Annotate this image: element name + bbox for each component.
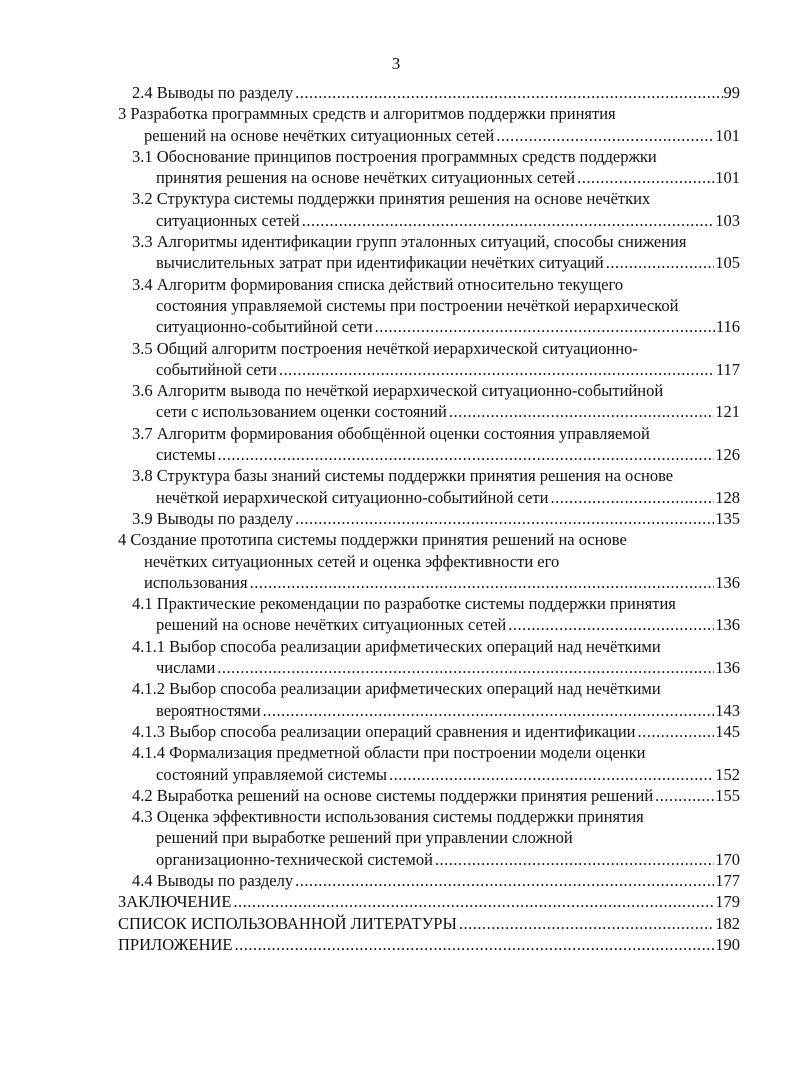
toc-page-number: 99 (723, 83, 740, 102)
dot-leader (389, 764, 714, 785)
toc-entry-title: 3.8 Структура базы знаний системы поддержки принятия решения на основе (132, 466, 674, 486)
toc-page-number: 135 (715, 508, 740, 528)
toc-page-number: 182 (715, 913, 740, 933)
toc-entry[interactable] (118, 231, 740, 274)
dot-leader (435, 849, 714, 870)
toc-entry-title: сети с использованием оценки состояний (156, 402, 447, 422)
toc-page-number: 179 (715, 892, 740, 912)
toc-page-number: 121 (715, 402, 740, 422)
toc-page-number: 116 (715, 317, 740, 337)
toc-entry-title: 3.1 Обоснование принципов построения программных средств поддержки (132, 146, 657, 166)
dot-leader (375, 316, 715, 337)
toc-page-number: 170 (715, 849, 740, 869)
dot-leader (279, 359, 715, 380)
toc-entry-title: числами (156, 658, 216, 678)
toc-entry-title: 3.2 Структура системы поддержки принятия решения на основе нечётких (132, 189, 651, 209)
toc-entry-title: 3.5 Общий алгоритм построения нечёткой иерархической ситуационно- (132, 338, 638, 358)
toc-page-number: 128 (715, 487, 740, 507)
toc-page-number: 190 (715, 934, 740, 954)
toc-entry-title: вероятностями (156, 700, 261, 720)
toc-entry-title: 4.1.2 Выбор способа реализации арифметических операций над нечёткими (132, 679, 661, 699)
toc-entry-title: использования (144, 572, 248, 592)
dot-leader (250, 572, 715, 593)
dot-leader (263, 700, 715, 721)
toc-page-number: 136 (715, 572, 740, 592)
dot-leader (508, 614, 714, 635)
toc-page-number: 145 (715, 721, 740, 741)
toc-entry-title: 4.4 Выводы по разделу (132, 870, 294, 890)
toc-page-number: 152 (715, 764, 740, 784)
dot-leader (655, 785, 714, 806)
toc-entry-title: 4.1.4 Формализация предметной области при построении модели оценки (132, 743, 646, 763)
toc-entry[interactable] (118, 188, 740, 231)
toc-entry[interactable] (118, 274, 740, 338)
toc-entry-title: решений на основе нечётких ситуационных сетей (156, 615, 507, 635)
toc-entry-title: 3.6 Алгоритм вывода по нечёткой иерархической ситуационно-событийной (132, 381, 664, 401)
toc-entry-title: 2.4 Выводы по разделу (132, 83, 294, 102)
toc-entry-title: состояния управляемой системы при построении нечёткой иерархической (156, 295, 679, 315)
dot-leader (295, 870, 714, 891)
toc-entry-title: 3.9 Выводы по разделу (132, 508, 294, 528)
toc-entry-title: ситуационно-событийной сети (156, 317, 373, 337)
toc-entry[interactable] (118, 891, 740, 912)
toc-entry-title: нечёткой иерархической ситуационно-событийной сети (156, 487, 549, 507)
toc-page-number: 101 (715, 125, 740, 145)
toc-entry[interactable] (118, 785, 740, 806)
toc-entry[interactable] (118, 721, 740, 742)
dot-leader (302, 210, 715, 231)
toc-entry-title: организационно-технической системой (156, 849, 433, 869)
toc-page-number: 117 (715, 359, 740, 379)
toc-entry-title: системы (156, 445, 216, 465)
toc-entry-title: 4.1 Практические рекомендации по разработке системы поддержки принятия (132, 594, 676, 614)
dot-leader (218, 444, 715, 465)
dot-leader (459, 913, 714, 934)
toc-entry[interactable] (118, 636, 740, 679)
toc-entry-title: нечётких ситуационных сетей и оценка эффективности его (144, 551, 560, 571)
toc-entry[interactable] (118, 380, 740, 423)
toc-entry-title: 4 Создание прототипа системы поддержки принятия решений на основе (118, 530, 627, 550)
toc-entry[interactable] (118, 146, 740, 189)
dot-leader (606, 252, 714, 273)
toc-entry[interactable] (118, 678, 740, 721)
dot-leader (295, 82, 722, 103)
toc-entry-title: 4.1.1 Выбор способа реализации арифметических операций над нечёткими (132, 636, 661, 656)
toc-page-number: 177 (715, 870, 740, 890)
toc-entry-title: состояний управляемой системы (156, 764, 387, 784)
toc-entry[interactable] (118, 423, 740, 466)
toc-page-number: 136 (715, 615, 740, 635)
toc-entry-title: 4.2 Выработка решений на основе системы поддержки принятия решений (132, 785, 654, 805)
dot-leader (577, 167, 714, 188)
toc-entry-title: 3.7 Алгоритм формирования обобщённой оценки состояния управляемой (132, 423, 650, 443)
toc-entry[interactable] (118, 508, 740, 529)
toc-entry-title: решений при выработке решений при управлении сложной (156, 828, 573, 848)
dot-leader (234, 934, 714, 955)
toc-entry-title: ПРИЛОЖЕНИЕ (118, 934, 233, 954)
toc-entry-title: 4.3 Оценка эффективности использования системы поддержки принятия (132, 807, 644, 827)
toc-entry-title: 4.1.3 Выбор способа реализации операций сравнения и идентификации (132, 721, 636, 741)
dot-leader (295, 508, 714, 529)
toc-entry[interactable] (118, 465, 740, 508)
toc-entry-title: 3.3 Алгоритмы идентификации групп эталонных ситуаций, способы снижения (132, 232, 687, 252)
toc-entry[interactable] (118, 870, 740, 891)
toc-entry-title: принятия решения на основе нечётких ситуационных сетей (156, 168, 576, 188)
toc-page-number: 143 (715, 700, 740, 720)
toc-entry-title: ЗАКЛЮЧЕНИЕ (118, 892, 232, 912)
toc-entry[interactable] (118, 338, 740, 381)
dot-leader (233, 891, 714, 912)
toc-page-number: 101 (715, 168, 740, 188)
dot-leader (638, 721, 715, 742)
toc-page-number: 103 (715, 210, 740, 230)
toc-entry[interactable] (118, 593, 740, 636)
toc-entry[interactable] (118, 82, 740, 103)
page-number: 3 (391, 54, 401, 73)
toc-entry-title: ситуационных сетей (156, 210, 300, 230)
toc-page-number: 105 (715, 253, 740, 273)
dot-leader (217, 657, 714, 678)
toc-entry[interactable] (118, 742, 740, 785)
table-of-contents (118, 82, 740, 955)
toc-entry-title: СПИСОК ИСПОЛЬЗОВАННОЙ ЛИТЕРАТУРЫ (118, 913, 457, 933)
toc-entry-title: вычислительных затрат при идентификации нечётких ситуаций (156, 253, 604, 273)
toc-page-number: 126 (715, 445, 740, 465)
toc-entry-title: решений на основе нечётких ситуационных сетей (144, 125, 495, 145)
toc-entry[interactable] (118, 934, 740, 955)
dot-leader (449, 401, 714, 422)
toc-entry[interactable] (118, 913, 740, 934)
toc-entry[interactable] (118, 103, 740, 146)
toc-entry-title: 3 Разработка программных средств и алгоритмов поддержки принятия (118, 104, 616, 124)
toc-entry[interactable] (118, 806, 740, 870)
dot-leader (496, 125, 714, 146)
dot-leader (550, 487, 714, 508)
toc-entry-title: событийной сети (156, 359, 277, 379)
toc-page-number: 136 (715, 658, 740, 678)
toc-page-number: 155 (715, 785, 740, 805)
toc-entry[interactable] (118, 529, 740, 593)
toc-entry-title: 3.4 Алгоритм формирования списка действий относительно текущего (132, 274, 624, 294)
